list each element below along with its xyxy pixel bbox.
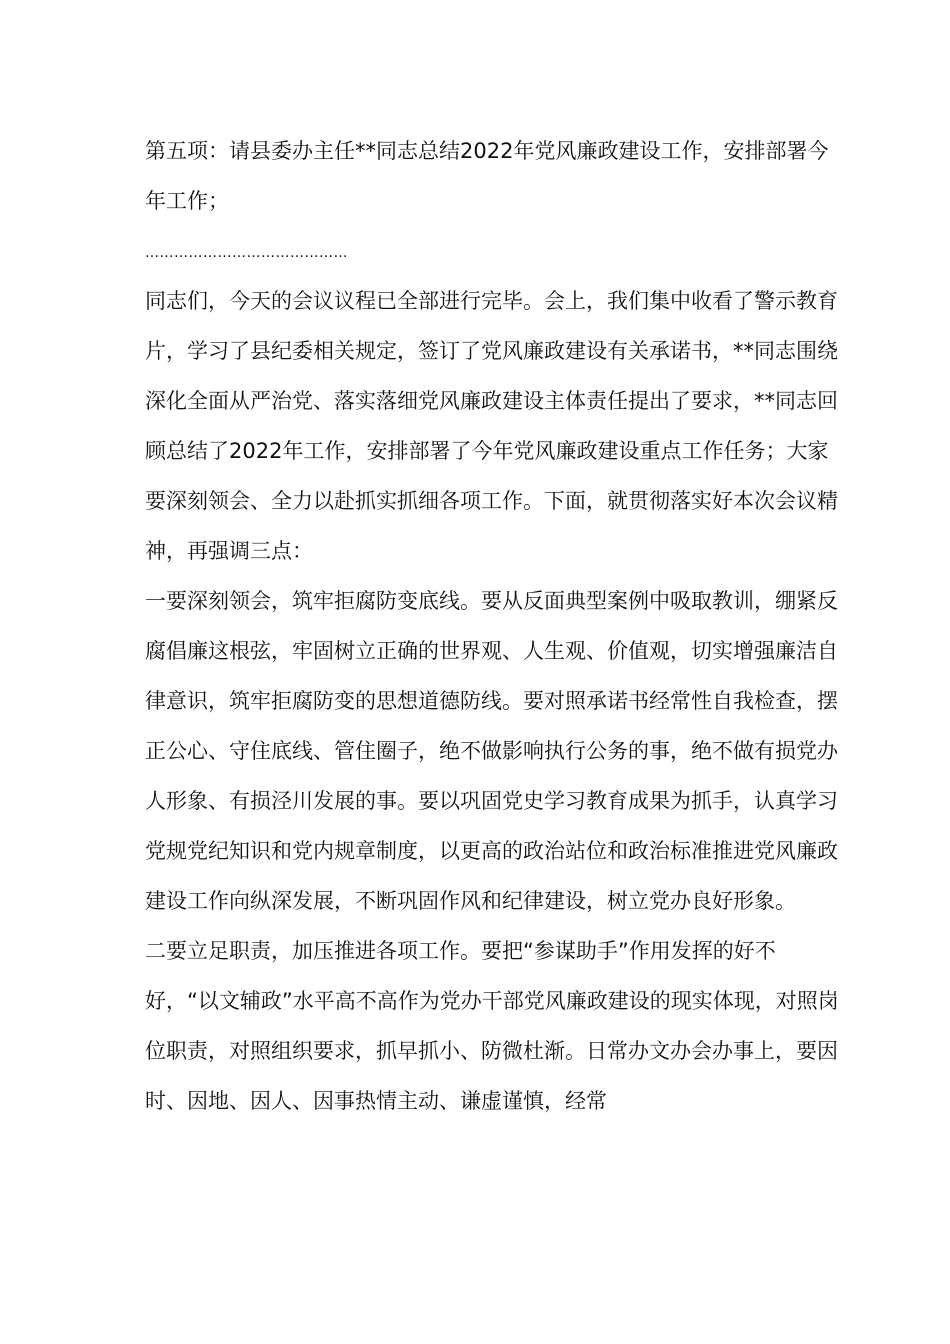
point-one-paragraph: 一要深刻领会，筑牢拒腐防变底线。要从反面典型案例中吸取教训，绷紧反腐倡廉这根弦，牢固树立正确的世界观、人生观、价值观，切实增强廉洁自律意识，筑牢拒腐防变的思想道德防线。要对照承诺书经常性自我检查，摆正公心、守住底线、管住圈子，绝不做影响执行公务的事，绝不做有损党办人形象、有损泾川发展的事。要以巩固党史学习教育成果为抓手，认真学习党规党纪知识和党内规章制度，以更高的政治站位和政治标准推进党风廉政建设工作向纵深发展，不断巩固作风和纪律建设，树立党办良好形象。 bbox=[145, 589, 838, 913]
agenda-item-five: 第五项：请县委办主任**同志总结2022年党风廉政建设工作，安排部署今年工作； bbox=[145, 139, 829, 213]
document-body bbox=[145, 126, 845, 1126]
ellipsis-separator: …………………………………… bbox=[145, 245, 348, 261]
point-two-paragraph: 二要立足职责，加压推进各项工作。要把“参谋助手”作用发挥的好不好，“以文辅政”水平高不高作为党办干部党风廉政建设的现实体现，对照岗位职责，对照组织要求，抓早抓小、防微杜渐。日常办文办会办事上，要因时、因地、因人、因事热情主动、谦虚谨慎，经常 bbox=[145, 939, 839, 1113]
meeting-summary-paragraph: 同志们，今天的会议议程已全部进行完毕。会上，我们集中收看了警示教育片，学习了县纪委相关规定，签订了党风廉政建设有关承诺书，**同志围绕深化全面从严治党、落实落细党风廉政建设主体责任提出了要求，**同志回顾总结了2022年工作，安排部署了今年党风廉政建设重点工作任务；大家要深刻领会、全力以赴抓实抓细各项工作。下面，就贯彻落实好本次会议精神，再强调三点： bbox=[145, 289, 838, 563]
